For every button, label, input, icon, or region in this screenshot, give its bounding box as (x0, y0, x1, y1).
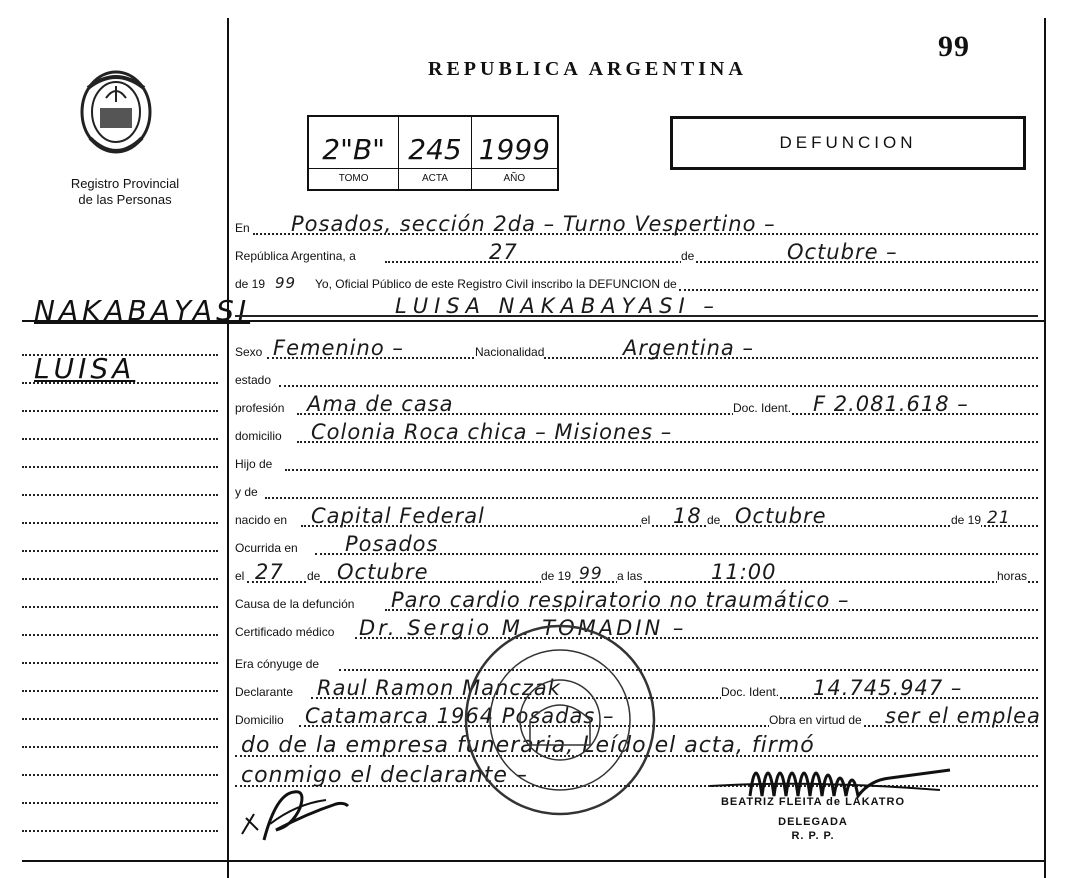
page-number: 99 (938, 30, 970, 63)
doc-value: F 2.081.618 – (813, 392, 969, 416)
registry-line-1: Registro Provincial (70, 176, 180, 191)
row-deceased (235, 292, 1038, 320)
nacido-day: 18 (673, 504, 702, 528)
row-causa (235, 586, 1038, 614)
row-profesion (235, 390, 1038, 418)
declarante-doc-label: Doc. Ident. (721, 685, 780, 699)
domicilio-label: domicilio (235, 429, 282, 443)
fecha-year-label: de 19 (541, 569, 572, 583)
ocurrida-label: Ocurrida en (235, 541, 298, 555)
row-fecha (235, 558, 1038, 586)
row-y-de (235, 474, 1038, 502)
acta-cell (399, 117, 471, 189)
registry-line-2: de las Personas (78, 192, 172, 207)
official-stamp-icon (460, 620, 660, 820)
fecha-horas-label: horas (997, 569, 1028, 583)
continuation-line-2: conmigo el declarante – (241, 763, 528, 788)
en-label: En (235, 221, 250, 235)
row-estado (235, 362, 1038, 390)
tomo-label: TOMO (309, 168, 398, 189)
nacido-el-label: el (641, 513, 651, 527)
row-hijo-de (235, 446, 1038, 474)
row-year-statement (235, 266, 1038, 294)
record-type-box: DEFUNCION (670, 116, 1026, 170)
nacionalidad-value: Argentina – (623, 336, 754, 360)
profesion-label: profesión (235, 401, 285, 415)
declarante-doc-value: 14.745.947 – (813, 676, 963, 700)
declarante-value: Raul Ramon Manczak (317, 676, 561, 700)
domicilio-value: Colonia Roca chica – Misiones – (311, 420, 673, 444)
nacionalidad-label: Nacionalidad (475, 345, 545, 359)
domicilio2-label: Domicilio (235, 713, 284, 727)
fecha-alas-label: a las (617, 569, 643, 583)
tomo-cell (309, 117, 399, 189)
declarante-label: Declarante (235, 685, 294, 699)
anio-cell (472, 117, 557, 189)
sexo-value: Femenino – (273, 336, 404, 360)
registration-year: 99 (275, 274, 297, 292)
row-sexo (235, 334, 1038, 362)
acta-value: 245 (408, 133, 462, 166)
causa-value: Paro cardio respiratorio no traumático – (391, 588, 850, 612)
fecha-day: 27 (255, 560, 284, 584)
republica-de-label: de (681, 249, 695, 263)
official-title: DELEGADA (778, 816, 848, 828)
acta-label: ACTA (399, 168, 470, 189)
nacido-place: Capital Federal (311, 504, 485, 528)
obra-value: ser el emplea (885, 704, 1041, 728)
page-title: REPUBLICA ARGENTINA (428, 58, 747, 80)
official-org: R. P. P. (791, 830, 835, 842)
tomo-value: 2"B" (322, 133, 386, 166)
hijo-de-label: Hijo de (235, 457, 273, 471)
fecha-month: Octubre (337, 560, 429, 584)
row-nacido (235, 502, 1038, 530)
republica-month: Octubre – (787, 240, 898, 264)
certificado-value: Dr. Sergio M. TOMADIN – (359, 616, 687, 640)
row-republica (235, 238, 1038, 266)
nacido-label: nacido en (235, 513, 288, 527)
anio-label: AÑO (472, 168, 557, 189)
sexo-label: Sexo (235, 345, 263, 359)
registry-name (40, 176, 210, 208)
official-name: BEATRIZ FLEITA de LAKATRO (720, 796, 906, 808)
deceased-name: LUISA NAKABAYASI – (395, 294, 720, 318)
certificado-label: Certificado médico (235, 625, 335, 639)
nacido-de-label: de (707, 513, 721, 527)
estado-label: estado (235, 373, 272, 387)
anio-value: 1999 (478, 133, 550, 166)
bottom-border-line (22, 860, 1044, 862)
fecha-de-label: de (307, 569, 321, 583)
statement-text: Yo, Oficial Público de este Registro Civil inscribo la DEFUNCION de (315, 277, 677, 291)
year-prefix-label: de 19 (235, 277, 266, 291)
conyuge-label: Era cónyuge de (235, 657, 320, 671)
margin-divider-line (227, 18, 229, 878)
en-value: Posados, sección 2da – Turno Vespertino – (291, 212, 776, 236)
nacido-year-label: de 19 (951, 513, 982, 527)
fecha-el-label: el (235, 569, 245, 583)
right-border-line (1044, 18, 1046, 878)
obra-label: Obra en virtud de (769, 713, 862, 727)
nacido-month: Octubre (735, 504, 827, 528)
continuation-line-1: do de la empresa funeraria, Leído el acta, firmó (241, 733, 815, 758)
margin-given-name: LUISA (34, 352, 136, 385)
y-de-label: y de (235, 485, 258, 499)
nacido-year: 21 (987, 508, 1011, 528)
row-en (235, 210, 1038, 238)
provincial-seal-icon (76, 68, 156, 162)
reference-table (307, 115, 559, 191)
profesion-value: Ama de casa (307, 392, 454, 416)
republica-day: 27 (489, 240, 518, 264)
margin-surname: NAKABAYASI (34, 294, 251, 327)
causa-label: Causa de la defunción (235, 597, 355, 611)
fecha-year: 99 (579, 564, 603, 584)
republica-label: República Argentina, a (235, 249, 356, 263)
declarant-signature-icon (236, 774, 356, 848)
fecha-time: 11:00 (711, 560, 777, 584)
ocurrida-value: Posados (345, 532, 439, 556)
row-ocurrida (235, 530, 1038, 558)
doc-label: Doc. Ident. (733, 401, 792, 415)
row-domicilio (235, 418, 1038, 446)
domicilio2-value: Catamarca 1964 Posadas – (305, 704, 615, 728)
